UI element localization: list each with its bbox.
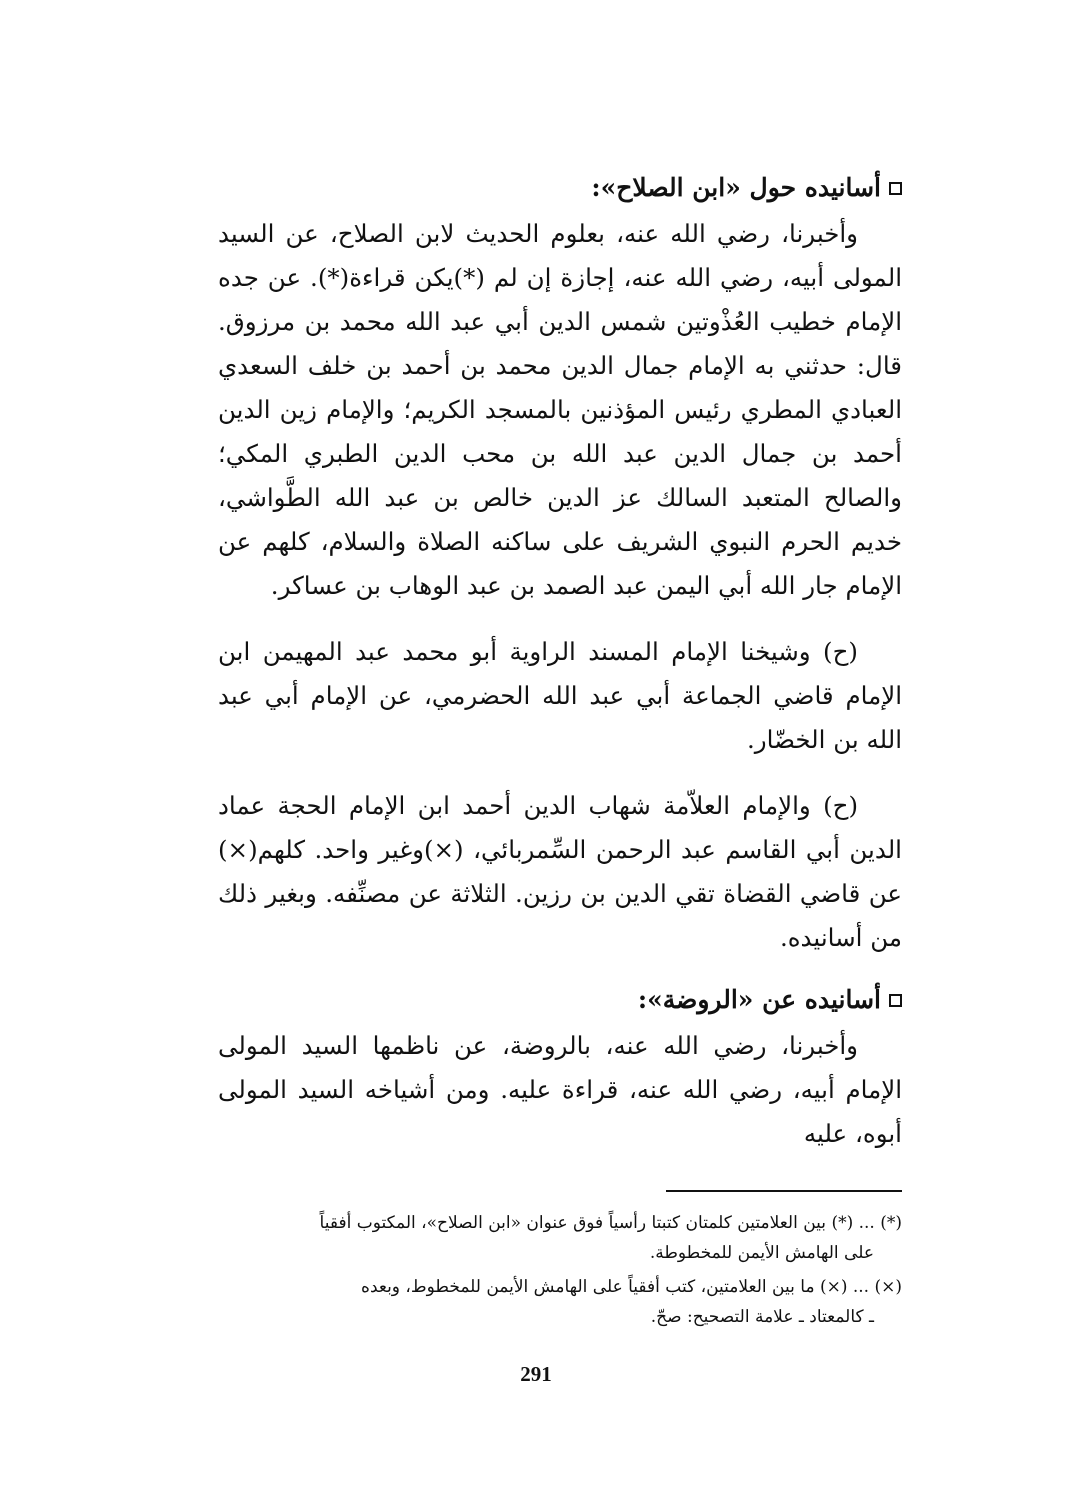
section-heading-text: أسانيده حول «ابن الصلاح»: (591, 173, 881, 202)
square-bullet-icon (889, 182, 902, 195)
paragraph-third-chain: (ح) والإمام العلاّمة شهاب الدين أحمد ابن الإمام الحجة عماد الدين أبي القاسم عبد الرحمن السِّمربائي، (×)وغير واحد. كلهم(×) عن قاضي القضاة تقي الدين بن رزين. الثلاثة عن مصنِّفه. وبغير ذلك من أسانيده. (218, 791, 902, 952)
section-heading-rawda (218, 982, 902, 1018)
footnote-cross (218, 1272, 902, 1332)
footnote-line: على الهامش الأيمن للمخطوطة. (649, 1243, 874, 1263)
book-page (218, 170, 902, 1490)
footnote-line: (×) ... (×) ما بين العلامتين، كتب أفقياً على الهامش الأيمن للمخطوط، وبعده (361, 1277, 902, 1297)
paragraph-rawda-chain: وأخبرنا، رضي الله عنه، بالروضة، عن ناظمها السيد المولى الإمام أبيه، رضي الله عنه، قراءة عليه. ومن أشياخه السيد المولى أبوه، عليه (218, 1031, 902, 1148)
footnote-asterisk (218, 1208, 902, 1268)
paragraph-ibn-salah-chain: وأخبرنا، رضي الله عنه، بعلوم الحديث لابن الصلاح، عن السيد المولى أبيه، رضي الله عنه، إجازة إن لم (*)يكن قراءة(*). عن جده الإمام خطيب العُذْوتين شمس الدين أبي عبد الله محمد بن مرزوق. قال: حدثني به الإمام جمال الدين محمد بن أحمد بن خلف السعدي العبادي المطري رئيس المؤذنين بالمسجد الكريم؛ والإمام زين الدين أحمد بن جمال الدين عبد الله بن محب الدين الطبري المكي؛ والصالح المتعبد السالك عز الدين خالص بن عبد الله الطَّواشي، خديم الحرم النبوي الشريف على ساكنه الصلاة والسلام، كلهم عن الإمام جار الله أبي اليمن عبد الصمد بن عبد الوهاب بن عساكر. (218, 219, 902, 600)
section-heading-ibn-salah (218, 170, 902, 206)
paragraph-second-chain: (ح) وشيخنا الإمام المسند الراوية أبو محمد عبد المهيمن ابن الإمام قاضي الجماعة أبي عبد الله الحضرمي، عن الإمام أبي عبد الله بن الخضّار. (218, 637, 902, 754)
page-number: 291 (520, 1362, 552, 1386)
footnote-line: (*) ... (*) بين العلامتين كلمتان كتبتا رأسياً فوق عنوان «ابن الصلاح»، المكتوب أفقياً (319, 1213, 902, 1233)
section-heading-text: أسانيده عن «الروضة»: (637, 985, 881, 1014)
square-bullet-icon (889, 994, 902, 1007)
footnote-separator (666, 1190, 902, 1192)
footnote-line: ـ كالمعتاد ـ علامة التصحيح: صحّ. (650, 1307, 874, 1327)
